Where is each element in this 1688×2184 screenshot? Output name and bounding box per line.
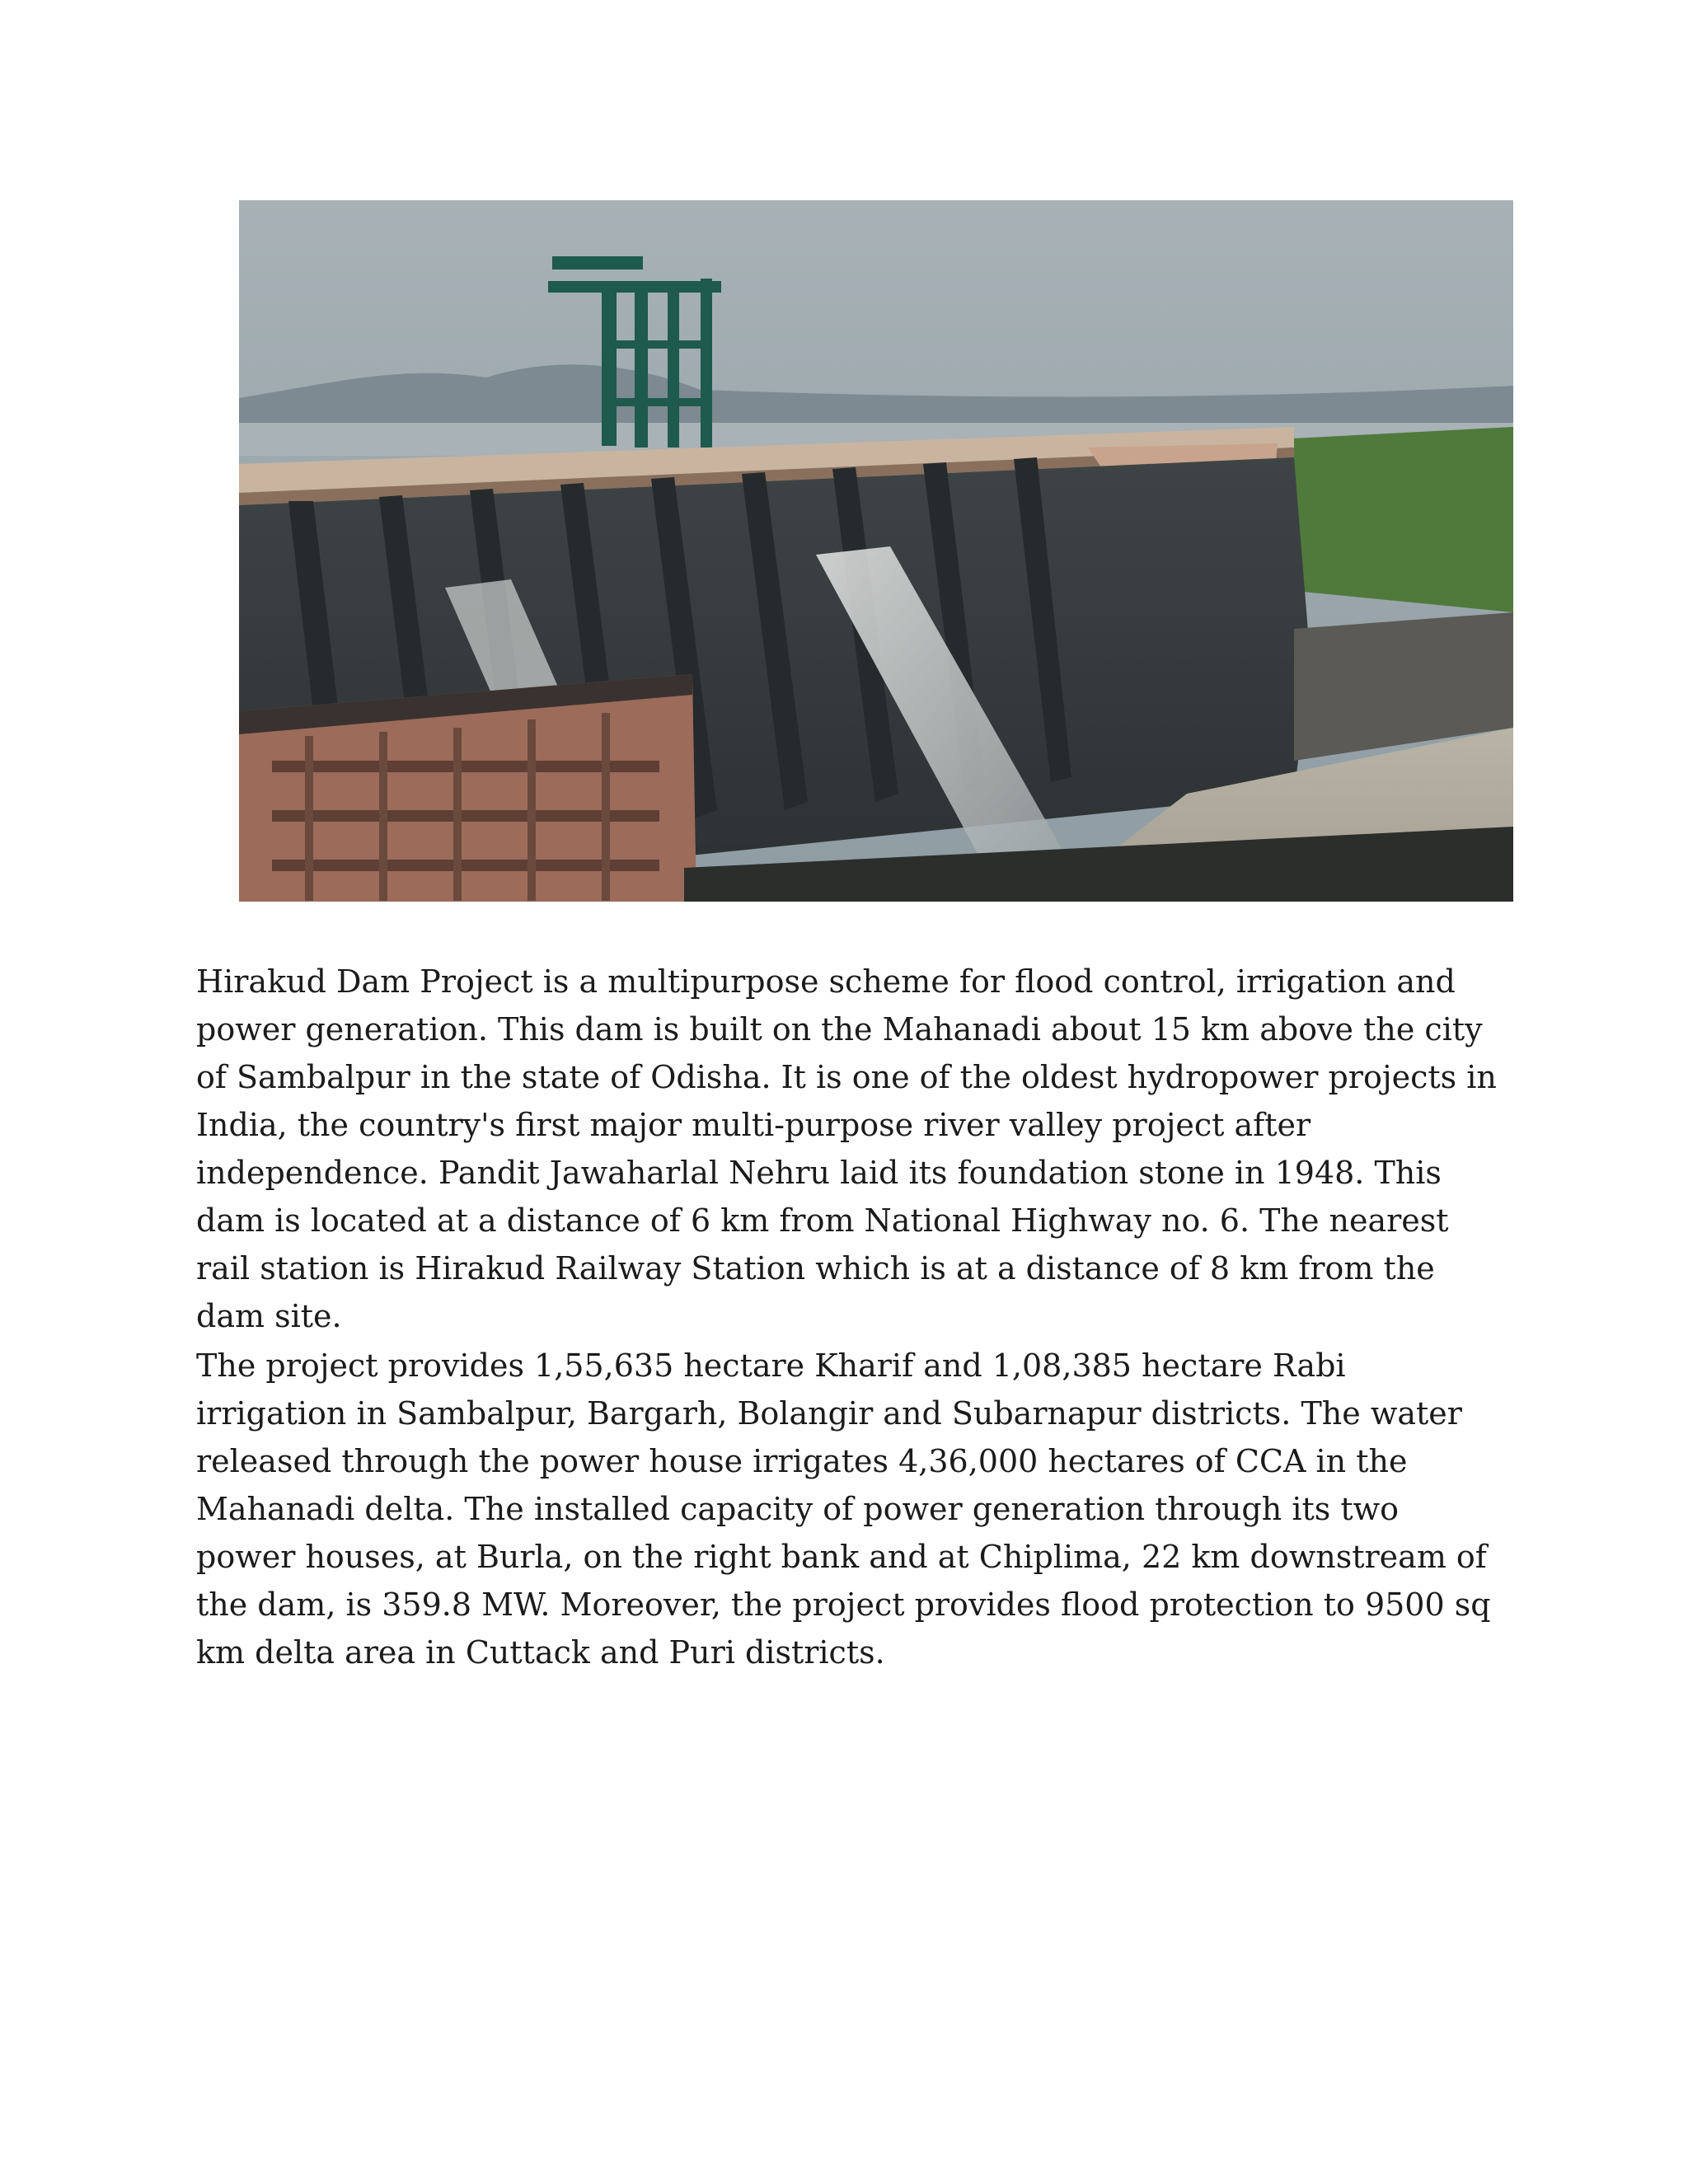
paragraph-intro: Hirakud Dam Project is a multipurpose scheme for flood control, irrigation and power generation. This dam is built on the Mahanadi about 15 km above the city of Sambalpur in the state of Odisha. It is one of the oldest hydropower projects in India, the country's first major multi-purpose river valley project after independence. Pandit Jawaharlal Nehru laid its foundation stone in 1948. This dam is located at a distance of 6 km from National Highway no. 6. The nearest rail station is Hirakud Railway Station which is at a distance of 8 km from the dam site. [196, 963, 1497, 1334]
paragraph-details: The project provides 1,55,635 hectare Kharif and 1,08,385 hectare Rabi irrigation in Sambalpur, Bargarh, Bolangir and Subarnapur districts. The water released through the power house irrigates 4,36,000 hectares of CCA in the Mahanadi delta. The installed capacity of power generation through its two power houses, at Burla, on the right bank and at Chiplima, 22 km downstream of the dam, is 359.8 MW. Moreover, the project provides flood protection to 9500 sq km delta area in Cuttack and Puri districts. [196, 1347, 1491, 1671]
dam-photo [239, 200, 1513, 902]
dam-spillway-photo-icon [239, 200, 1513, 902]
